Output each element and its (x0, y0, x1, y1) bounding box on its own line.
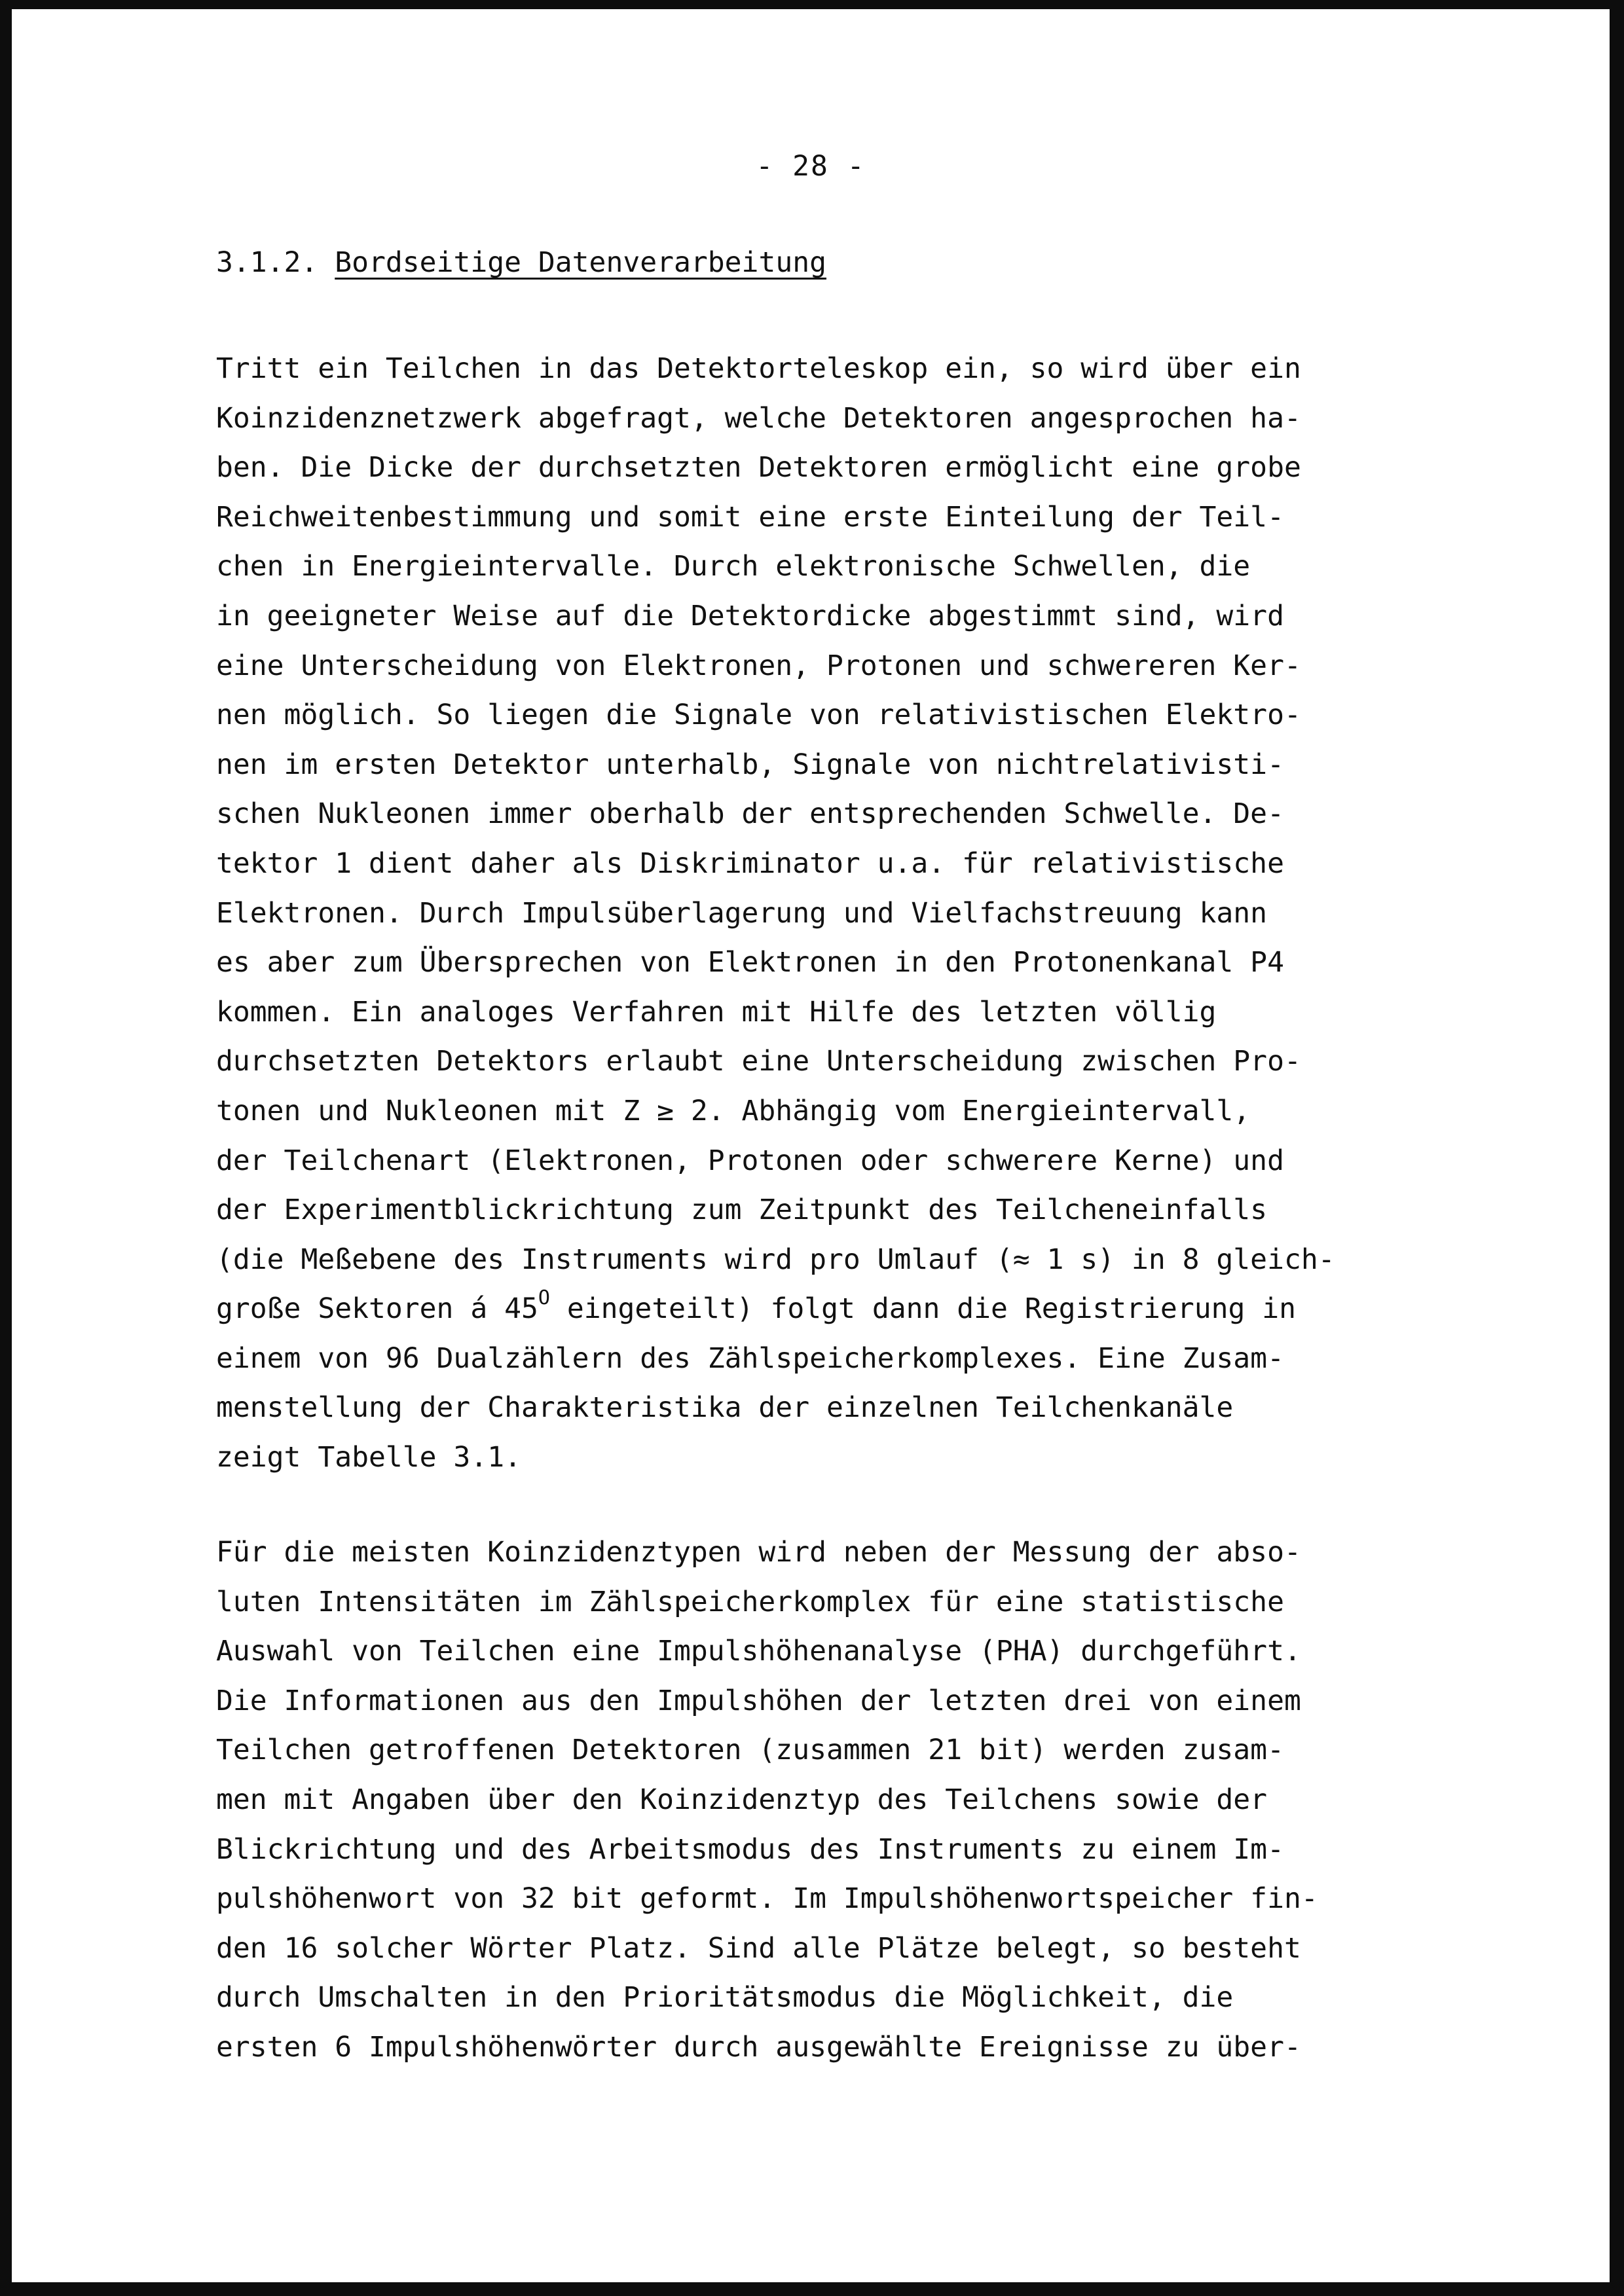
text-line: Elektronen. Durch Impulsüberlagerung und Vielfachstreuung kann (216, 896, 1268, 930)
text-line: in geeigneter Weise auf die Detektordicke abgestimmt sind, wird (216, 599, 1284, 632)
text-line: einem von 96 Dualzählern des Zählspeicherkomplexes. Eine Zusam- (216, 1341, 1284, 1375)
degree-superscript: O (538, 1286, 550, 1309)
text-line: Für die meisten Koinzidenztypen wird neben der Messung der abso- (216, 1536, 1301, 1569)
text-line: pulshöhenwort von 32 bit geformt. Im Impulshöhenwortspeicher fin- (216, 1882, 1318, 1916)
text-line-with-superscript (216, 1286, 1297, 1326)
text-line: (die Meßebene des Instruments wird pro Umlauf (≈ 1 s) in 8 gleich- (216, 1243, 1335, 1276)
text-line: den 16 solcher Wörter Platz. Sind alle Plätze belegt, so besteht (216, 1931, 1301, 1965)
section-title: Bordseitige Datenverarbeitung (335, 246, 826, 279)
text-line: der Experimentblickrichtung zum Zeitpunkt des Teilcheneinfalls (216, 1194, 1268, 1227)
text-line: kommen. Ein analoges Verfahren mit Hilfe des letzten völlig (216, 995, 1217, 1029)
body-paragraph-1 (216, 344, 1335, 1483)
text-line: menstellung der Charakteristika der einzelnen Teilchenkanäle (216, 1391, 1234, 1425)
text-line: durch Umschalten in den Prioritätsmodus die Möglichkeit, die (216, 1981, 1234, 2014)
text-line: nen möglich. So liegen die Signale von relativistischen Elektro- (216, 699, 1301, 732)
text-line: eine Unterscheidung von Elektronen, Protonen und schwereren Ker- (216, 649, 1301, 682)
section-heading (216, 246, 826, 279)
text-line: ersten 6 Impulshöhenwörter durch ausgewählte Ereignisse zu über- (216, 2030, 1301, 2064)
text-line: der Teilchenart (Elektronen, Protonen oder schwerere Kerne) und (216, 1144, 1284, 1177)
page-number: - 28 - (756, 150, 866, 183)
body-paragraph-2 (216, 1528, 1318, 2073)
text-line: Auswahl von Teilchen eine Impulshöhenanalyse (PHA) durchgeführt. (216, 1635, 1301, 1668)
text-line: ben. Die Dicke der durchsetzten Detektoren ermöglicht eine grobe (216, 451, 1301, 484)
text-line: schen Nukleonen immer oberhalb der entsprechenden Schwelle. De- (216, 797, 1284, 831)
text-line: Reichweitenbestimmung und somit eine erste Einteilung der Teil- (216, 500, 1284, 534)
text-line: men mit Angaben über den Koinzidenztyp des Teilchens sowie der (216, 1783, 1268, 1816)
text-segment: eingeteilt) folgt dann die Registrierung in (549, 1292, 1297, 1326)
text-line: chen in Energieintervalle. Durch elektronische Schwellen, die (216, 550, 1251, 583)
text-line: Blickrichtung und des Arbeitsmodus des Instruments zu einem Im- (216, 1832, 1284, 1866)
text-line: Koinzidenznetzwerk abgefragt, welche Detektoren angesprochen ha- (216, 401, 1301, 435)
text-line: Teilchen getroffenen Detektoren (zusammen 21 bit) werden zusam- (216, 1734, 1284, 1767)
text-line: Die Informationen aus den Impulshöhen der letzten drei von einem (216, 1684, 1301, 1717)
text-line: nen im ersten Detektor unterhalb, Signale von nichtrelativisti- (216, 748, 1284, 781)
text-line: es aber zum Übersprechen von Elektronen in den Protonenkanal P4 (216, 946, 1284, 979)
text-segment: große Sektoren á 45 (216, 1292, 538, 1326)
document-page (12, 9, 1610, 2282)
section-number: 3.1.2. (216, 246, 318, 279)
text-line: zeigt Tabelle 3.1. (216, 1441, 521, 1474)
text-line: durchsetzten Detektors erlaubt eine Unterscheidung zwischen Pro- (216, 1045, 1301, 1078)
text-line: luten Intensitäten im Zählspeicherkomplex für eine statistische (216, 1585, 1284, 1618)
text-line: tonen und Nukleonen mit Z ≥ 2. Abhängig vom Energieintervall, (216, 1094, 1251, 1127)
text-line: tektor 1 dient daher als Diskriminator u.a. für relativistische (216, 847, 1284, 880)
text-line: Tritt ein Teilchen in das Detektorteleskop ein, so wird über ein (216, 352, 1301, 385)
